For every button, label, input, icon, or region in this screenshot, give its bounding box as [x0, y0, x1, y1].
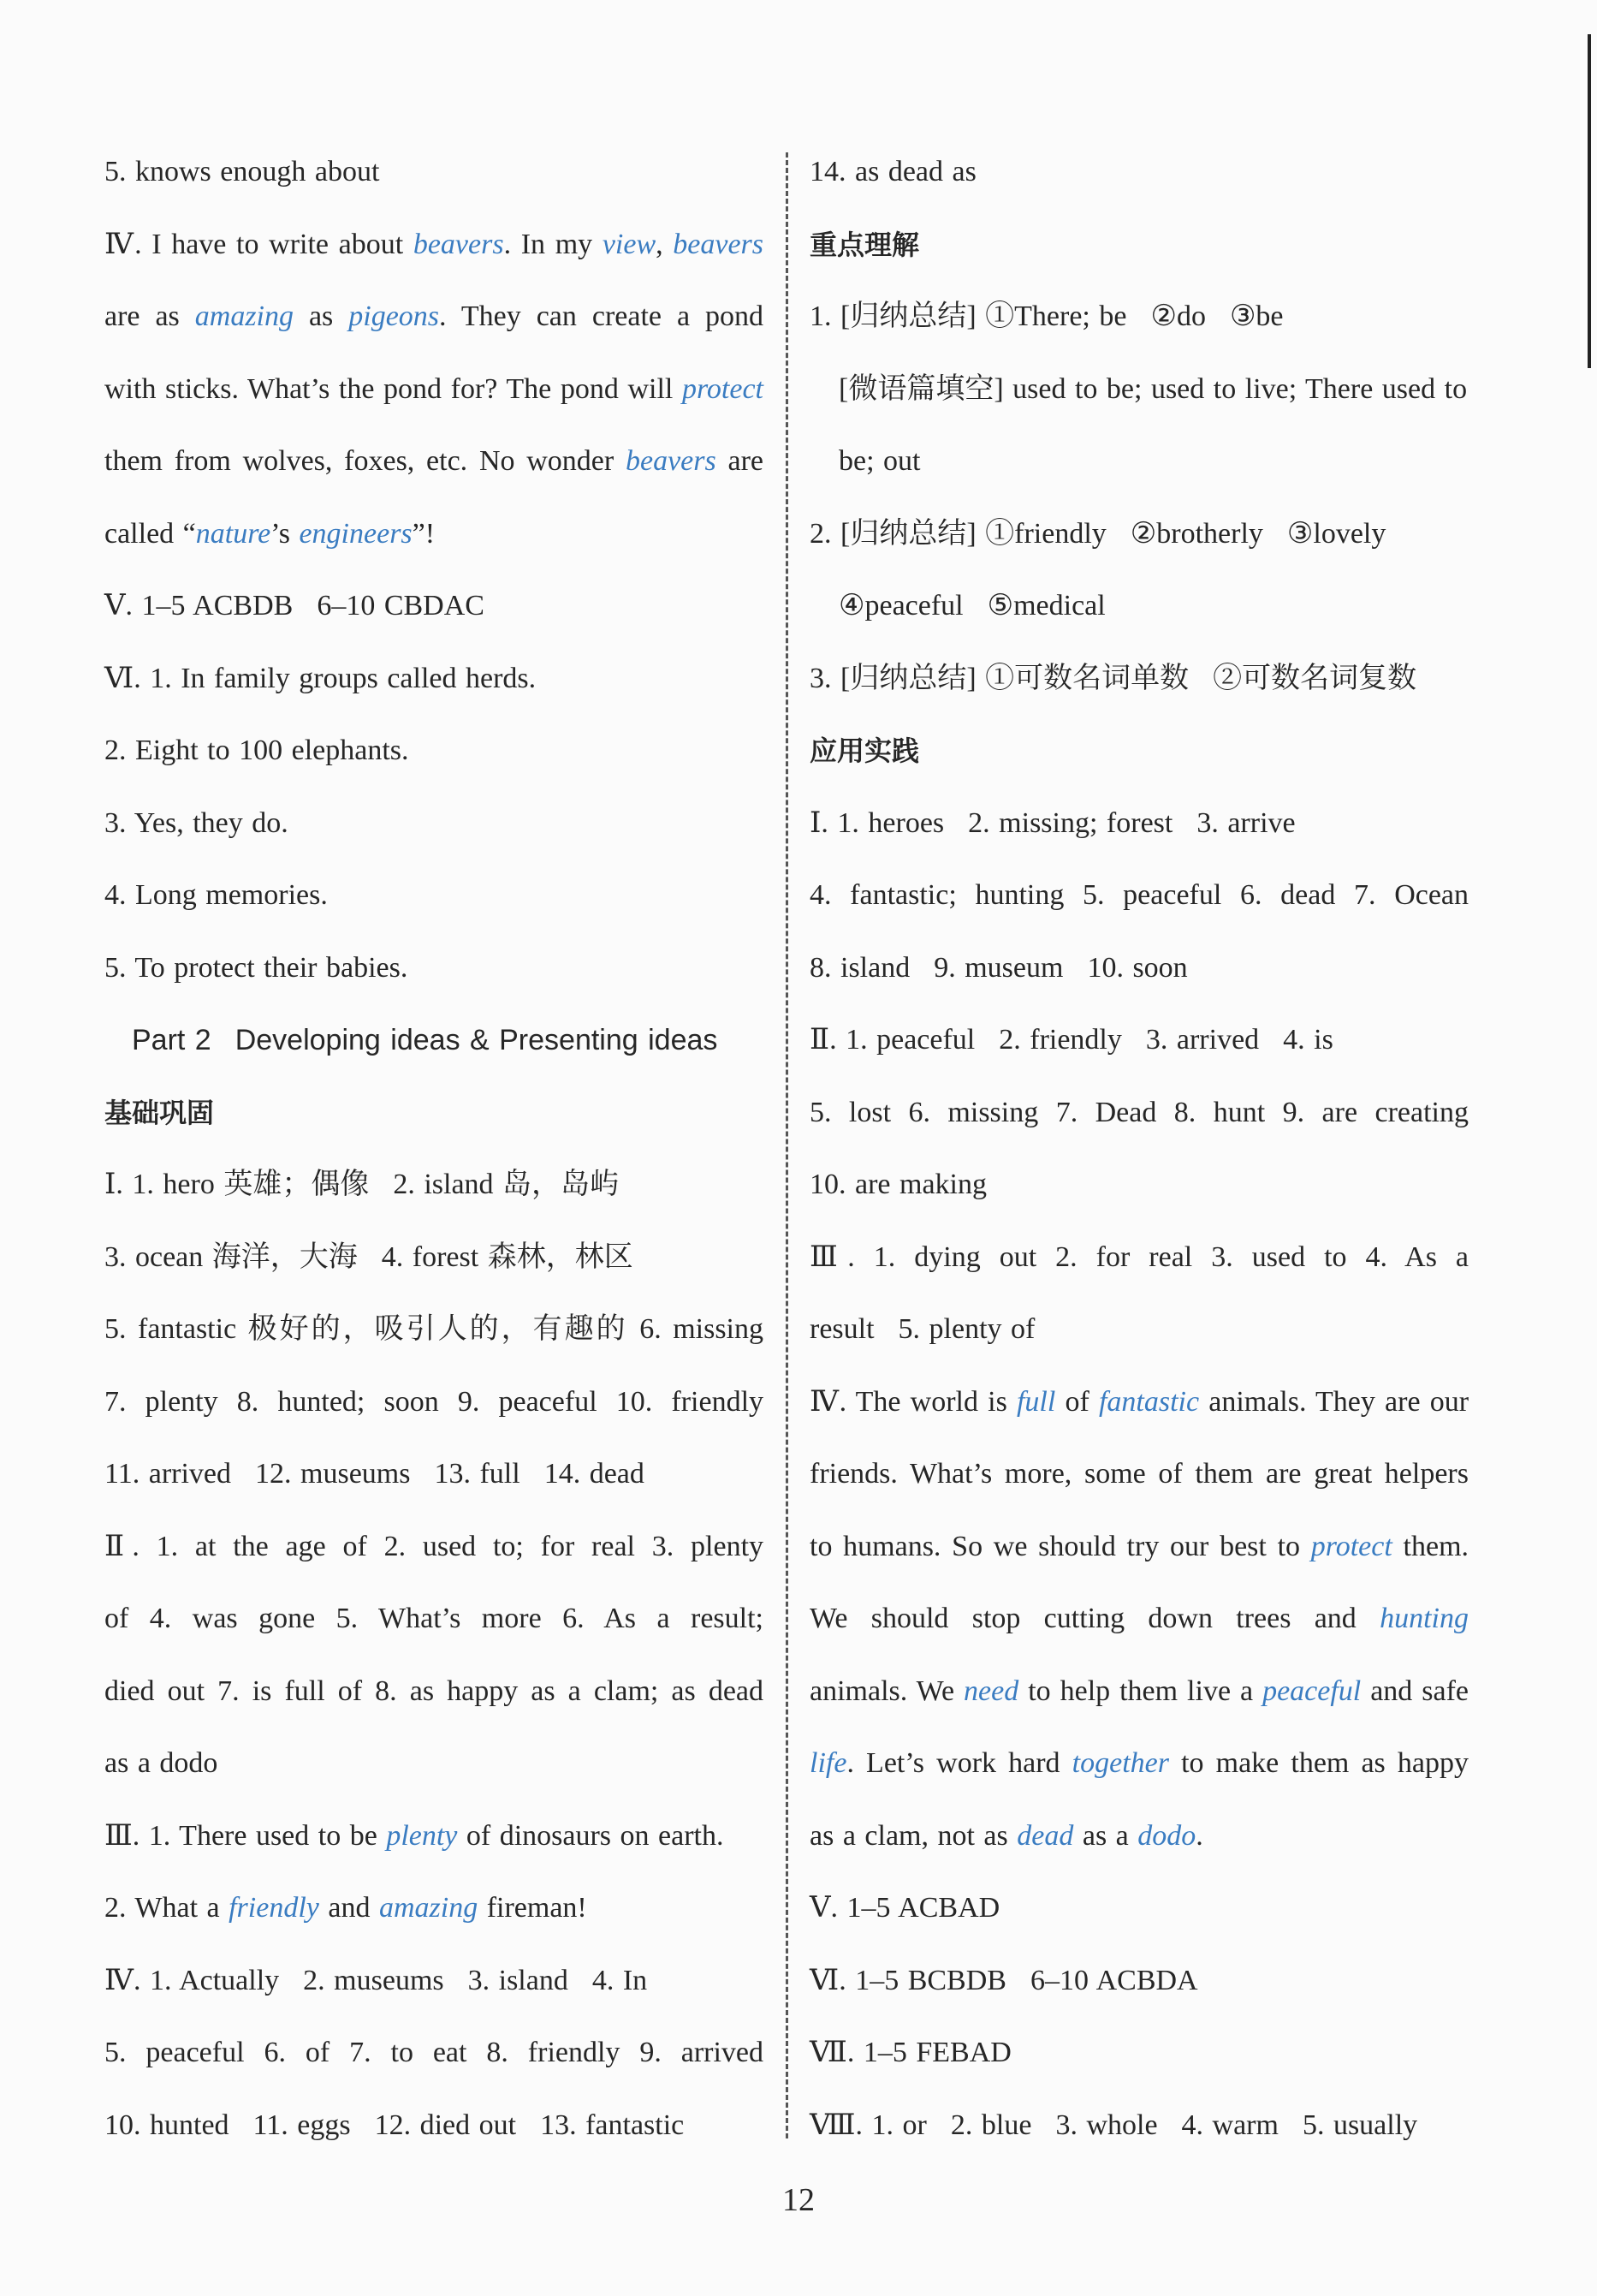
answer-line: to humans. So we should try our best to protect them.	[810, 1530, 1469, 1562]
answer-line: Ⅶ. 1–5 FEBAD	[810, 2037, 1012, 2068]
answer-line: Ⅵ. 1. In family groups called herds.	[104, 662, 537, 694]
answer-line: 5. peaceful 6. of 7. to eat 8. friendly 9. arrived	[104, 2037, 764, 2068]
answer-line: 3. ocean 海洋，大海 4. forest 森林，林区	[104, 1240, 633, 1273]
answer-line: 2. [归纳总结] ①friendly ②brotherly ③lovely	[810, 517, 1386, 550]
section-heading: 重点理解	[810, 228, 920, 261]
page-edge-line	[1588, 34, 1591, 368]
answer-line: as a clam, not as dead as a dodo.	[810, 1819, 1203, 1852]
answer-line: 3. Yes, they do.	[104, 806, 288, 839]
column-divider	[786, 152, 788, 2138]
answer-line: 4. Long memories.	[104, 879, 328, 911]
page-number: 12	[782, 2182, 815, 2218]
answer-line: Ⅰ. 1. heroes 2. missing; forest 3. arrive	[810, 806, 1296, 839]
answer-line: them from wolves, foxes, etc. No wonder beavers are	[104, 445, 764, 477]
answer-line: Ⅱ. 1. peaceful 2. friendly 3. arrived 4. is	[810, 1024, 1333, 1056]
answer-line: 10. hunted 11. eggs 12. died out 13. fantastic	[104, 2109, 685, 2141]
right-column	[810, 144, 1469, 2169]
answer-line: 7. plenty 8. hunted; soon 9. peaceful 10. friendly	[104, 1385, 764, 1418]
answer-line: Ⅴ. 1–5 ACBAD	[810, 1892, 1000, 1924]
answer-line: 1. [归纳总结] ①There; be ②do ③be	[810, 300, 1284, 332]
answer-line: of 4. was gone 5. What’s more 6. As a result;	[104, 1603, 764, 1634]
answer-line: 4. fantastic; hunting 5. peaceful 6. dead 7. Ocean	[810, 879, 1469, 911]
answer-line: 5. fantastic 极好的，吸引人的，有趣的 6. missing	[104, 1313, 764, 1345]
answer-line: Ⅳ. The world is full of fantastic animals. They are our	[810, 1385, 1469, 1418]
answer-line: life. Let’s work hard together to make them as happy	[810, 1747, 1469, 1779]
answer-line: as a dodo	[104, 1747, 218, 1779]
answer-line: be; out	[839, 445, 921, 477]
answer-line: Ⅳ. 1. Actually 2. museums 3. island 4. In	[104, 1964, 648, 1996]
answer-line: [微语篇填空] used to be; used to live; There used to	[839, 372, 1468, 405]
answer-line: 5. To protect their babies.	[104, 951, 408, 984]
section-heading: 应用实践	[810, 735, 920, 767]
answer-line: 2. Eight to 100 elephants.	[104, 735, 409, 766]
part-heading: Part 2 Developing ideas & Presenting ideas	[132, 1024, 718, 1056]
answer-line: We should stop cutting down trees and hunting	[810, 1603, 1469, 1634]
answer-line: Ⅲ. 1. There used to be plenty of dinosaurs on earth.	[104, 1819, 724, 1852]
section-heading: 基础巩固	[104, 1096, 215, 1129]
answer-line: Ⅲ. 1. dying out 2. for real 3. used to 4. As a	[810, 1240, 1469, 1273]
answer-line: 5. lost 6. missing 7. Dead 8. hunt 9. are creating	[810, 1096, 1469, 1128]
answer-line: 3. [归纳总结] ①可数名词单数 ②可数名词复数	[810, 662, 1417, 694]
answer-line: result 5. plenty of	[810, 1313, 1036, 1345]
answer-line: Ⅴ. 1–5 ACBDB 6–10 CBDAC	[104, 590, 484, 622]
answer-line: are as amazing as pigeons. They can create a pond	[104, 300, 764, 332]
left-column	[104, 144, 763, 2169]
answer-line: with sticks. What’s the pond for? The pond will protect	[104, 372, 763, 405]
answer-line: animals. We need to help them live a peaceful and safe	[810, 1674, 1469, 1707]
answer-line: Ⅰ. 1. hero 英雄；偶像 2. island 岛，岛屿	[104, 1169, 620, 1200]
answer-line: 11. arrived 12. museums 13. full 14. dead	[104, 1458, 644, 1490]
answer-line: 14. as dead as	[810, 156, 977, 187]
answer-line: died out 7. is full of 8. as happy as a clam; as dead	[104, 1674, 764, 1707]
answer-line: called “nature’s engineers”!	[104, 517, 436, 550]
answer-line: Ⅱ. 1. at the age of 2. used to; for real 3. plenty	[104, 1530, 764, 1562]
answer-line: ④peaceful ⑤medical	[839, 590, 1106, 622]
answer-line: friends. What’s more, some of them are great helpers	[810, 1458, 1469, 1490]
answer-line: Ⅳ. I have to write about beavers. In my view, beavers	[104, 228, 764, 260]
answer-line: Ⅵ. 1–5 BCBDB 6–10 ACBDA	[810, 1964, 1198, 1996]
answer-line: 2. What a friendly and amazing fireman!	[104, 1892, 587, 1924]
answer-line: Ⅷ. 1. or 2. blue 3. whole 4. warm 5. usually	[810, 2109, 1418, 2141]
answer-line: 5. knows enough about	[104, 156, 380, 187]
answer-line: 8. island 9. museum 10. soon	[810, 951, 1188, 984]
answer-line: 10. are making	[810, 1169, 987, 1200]
